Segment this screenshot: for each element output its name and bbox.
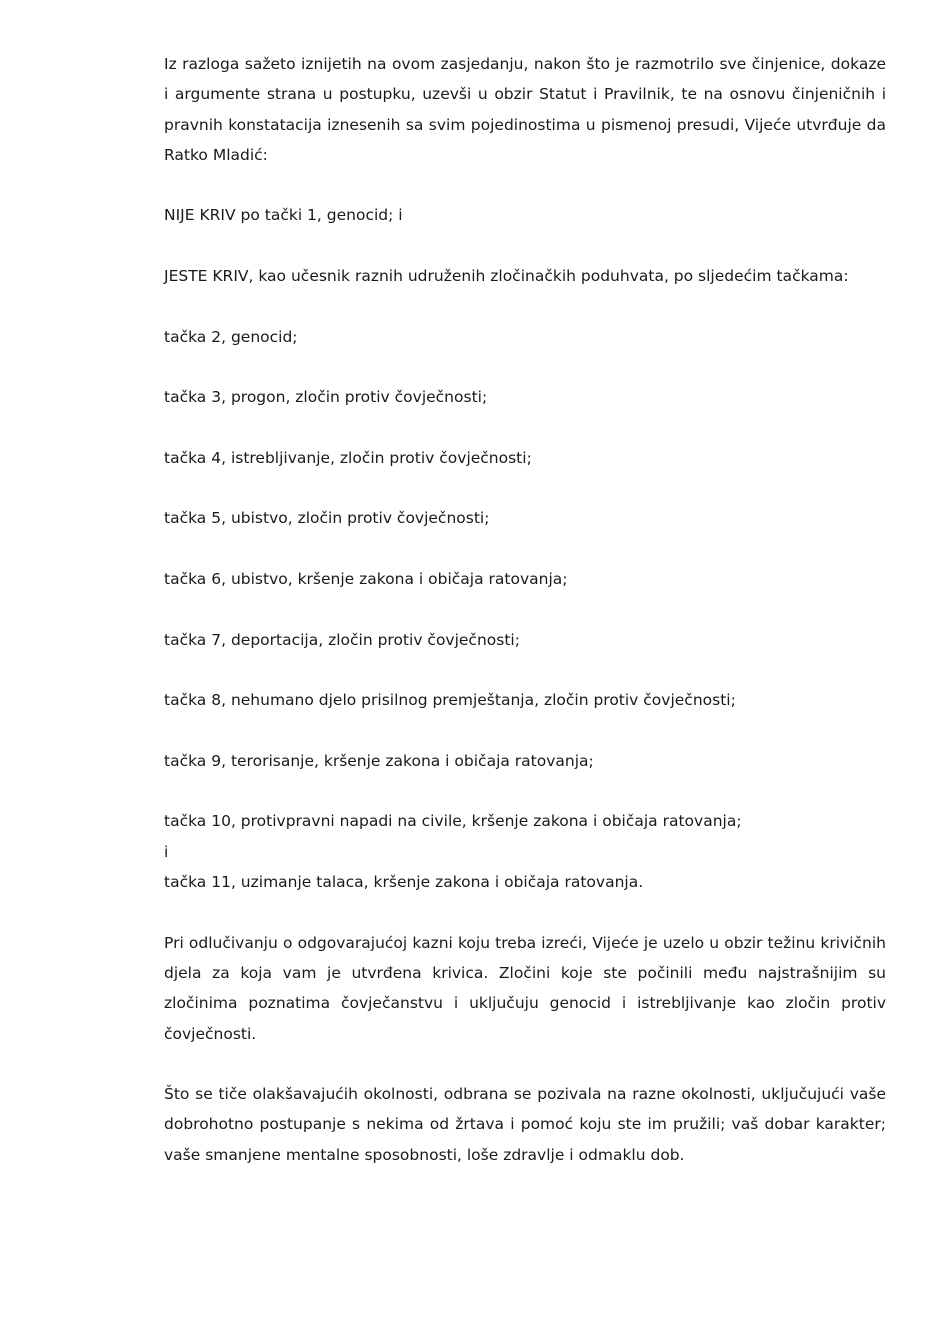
document-page <box>164 49 886 1170</box>
count-item: tačka 4, istrebljivanje, zločin protiv čovječnosti; <box>164 448 532 467</box>
count-item: tačka 6, ubistvo, kršenje zakona i običaja ratovanja; <box>164 570 568 589</box>
count-item: tačka 7, deportacija, zločin protiv čovječnosti; <box>164 630 520 649</box>
count-item: tačka 10, protivpravni napadi na civile, kršenje zakona i običaja ratovanja; <box>164 812 742 831</box>
mitigating-paragraph: Što se tiče olakšavajućih okolnosti, odbrana se pozivala na razne okolnosti, uključujući vaše dobrohotno postupanje s nekima od žrtava i pomoć koju ste im pružili; vaš dobar karakter; vaše smanjene mentalne sposobnosti, loše zdravlje i odmaklu dob. <box>164 1085 886 1164</box>
count-item: tačka 9, terorisanje, kršenje zakona i običaja ratovanja; <box>164 751 594 770</box>
conjunction: i <box>164 842 169 861</box>
not-guilty-finding: NIJE KRIV po tački 1, genocid; i <box>164 206 403 225</box>
count-item: tačka 2, genocid; <box>164 327 298 346</box>
count-item: tačka 8, nehumano djelo prisilnog premještanja, zločin protiv čovječnosti; <box>164 691 736 710</box>
intro-paragraph: Iz razloga sažeto iznijetih na ovom zasjedanju, nakon što je razmotrilo sve činjenice, dokaze i argumente strana u postupku, uzevši u obzir Statut i Pravilnik, te na osnovu činjeničnih i pravnih konstatacija iznesenih sa svim pojedinostima u pismenoj presudi, Vijeće utvrđuje da Ratko Mladić: <box>164 55 886 164</box>
count-item: tačka 5, ubistvo, zločin protiv čovječnosti; <box>164 509 490 528</box>
count-item: tačka 3, progon, zločin protiv čovječnosti; <box>164 388 488 407</box>
guilty-finding: JESTE KRIV, kao učesnik raznih udruženih zločinačkih poduhvata, po sljedećim tačkama: <box>164 267 849 286</box>
count-item-last: tačka 11, uzimanje talaca, kršenje zakona i običaja ratovanja. <box>164 873 644 892</box>
sentencing-paragraph: Pri odlučivanju o odgovarajućoj kazni koju treba izreći, Vijeće je uzelo u obzir težinu krivičnih djela za koja vam je utvrđena krivica. Zločini koje ste počinili među najstrašnijim su zločinima poznatima čovječanstvu i uključuju genocid i istrebljivanje kao zločin protiv čovječnosti. <box>164 933 886 1043</box>
